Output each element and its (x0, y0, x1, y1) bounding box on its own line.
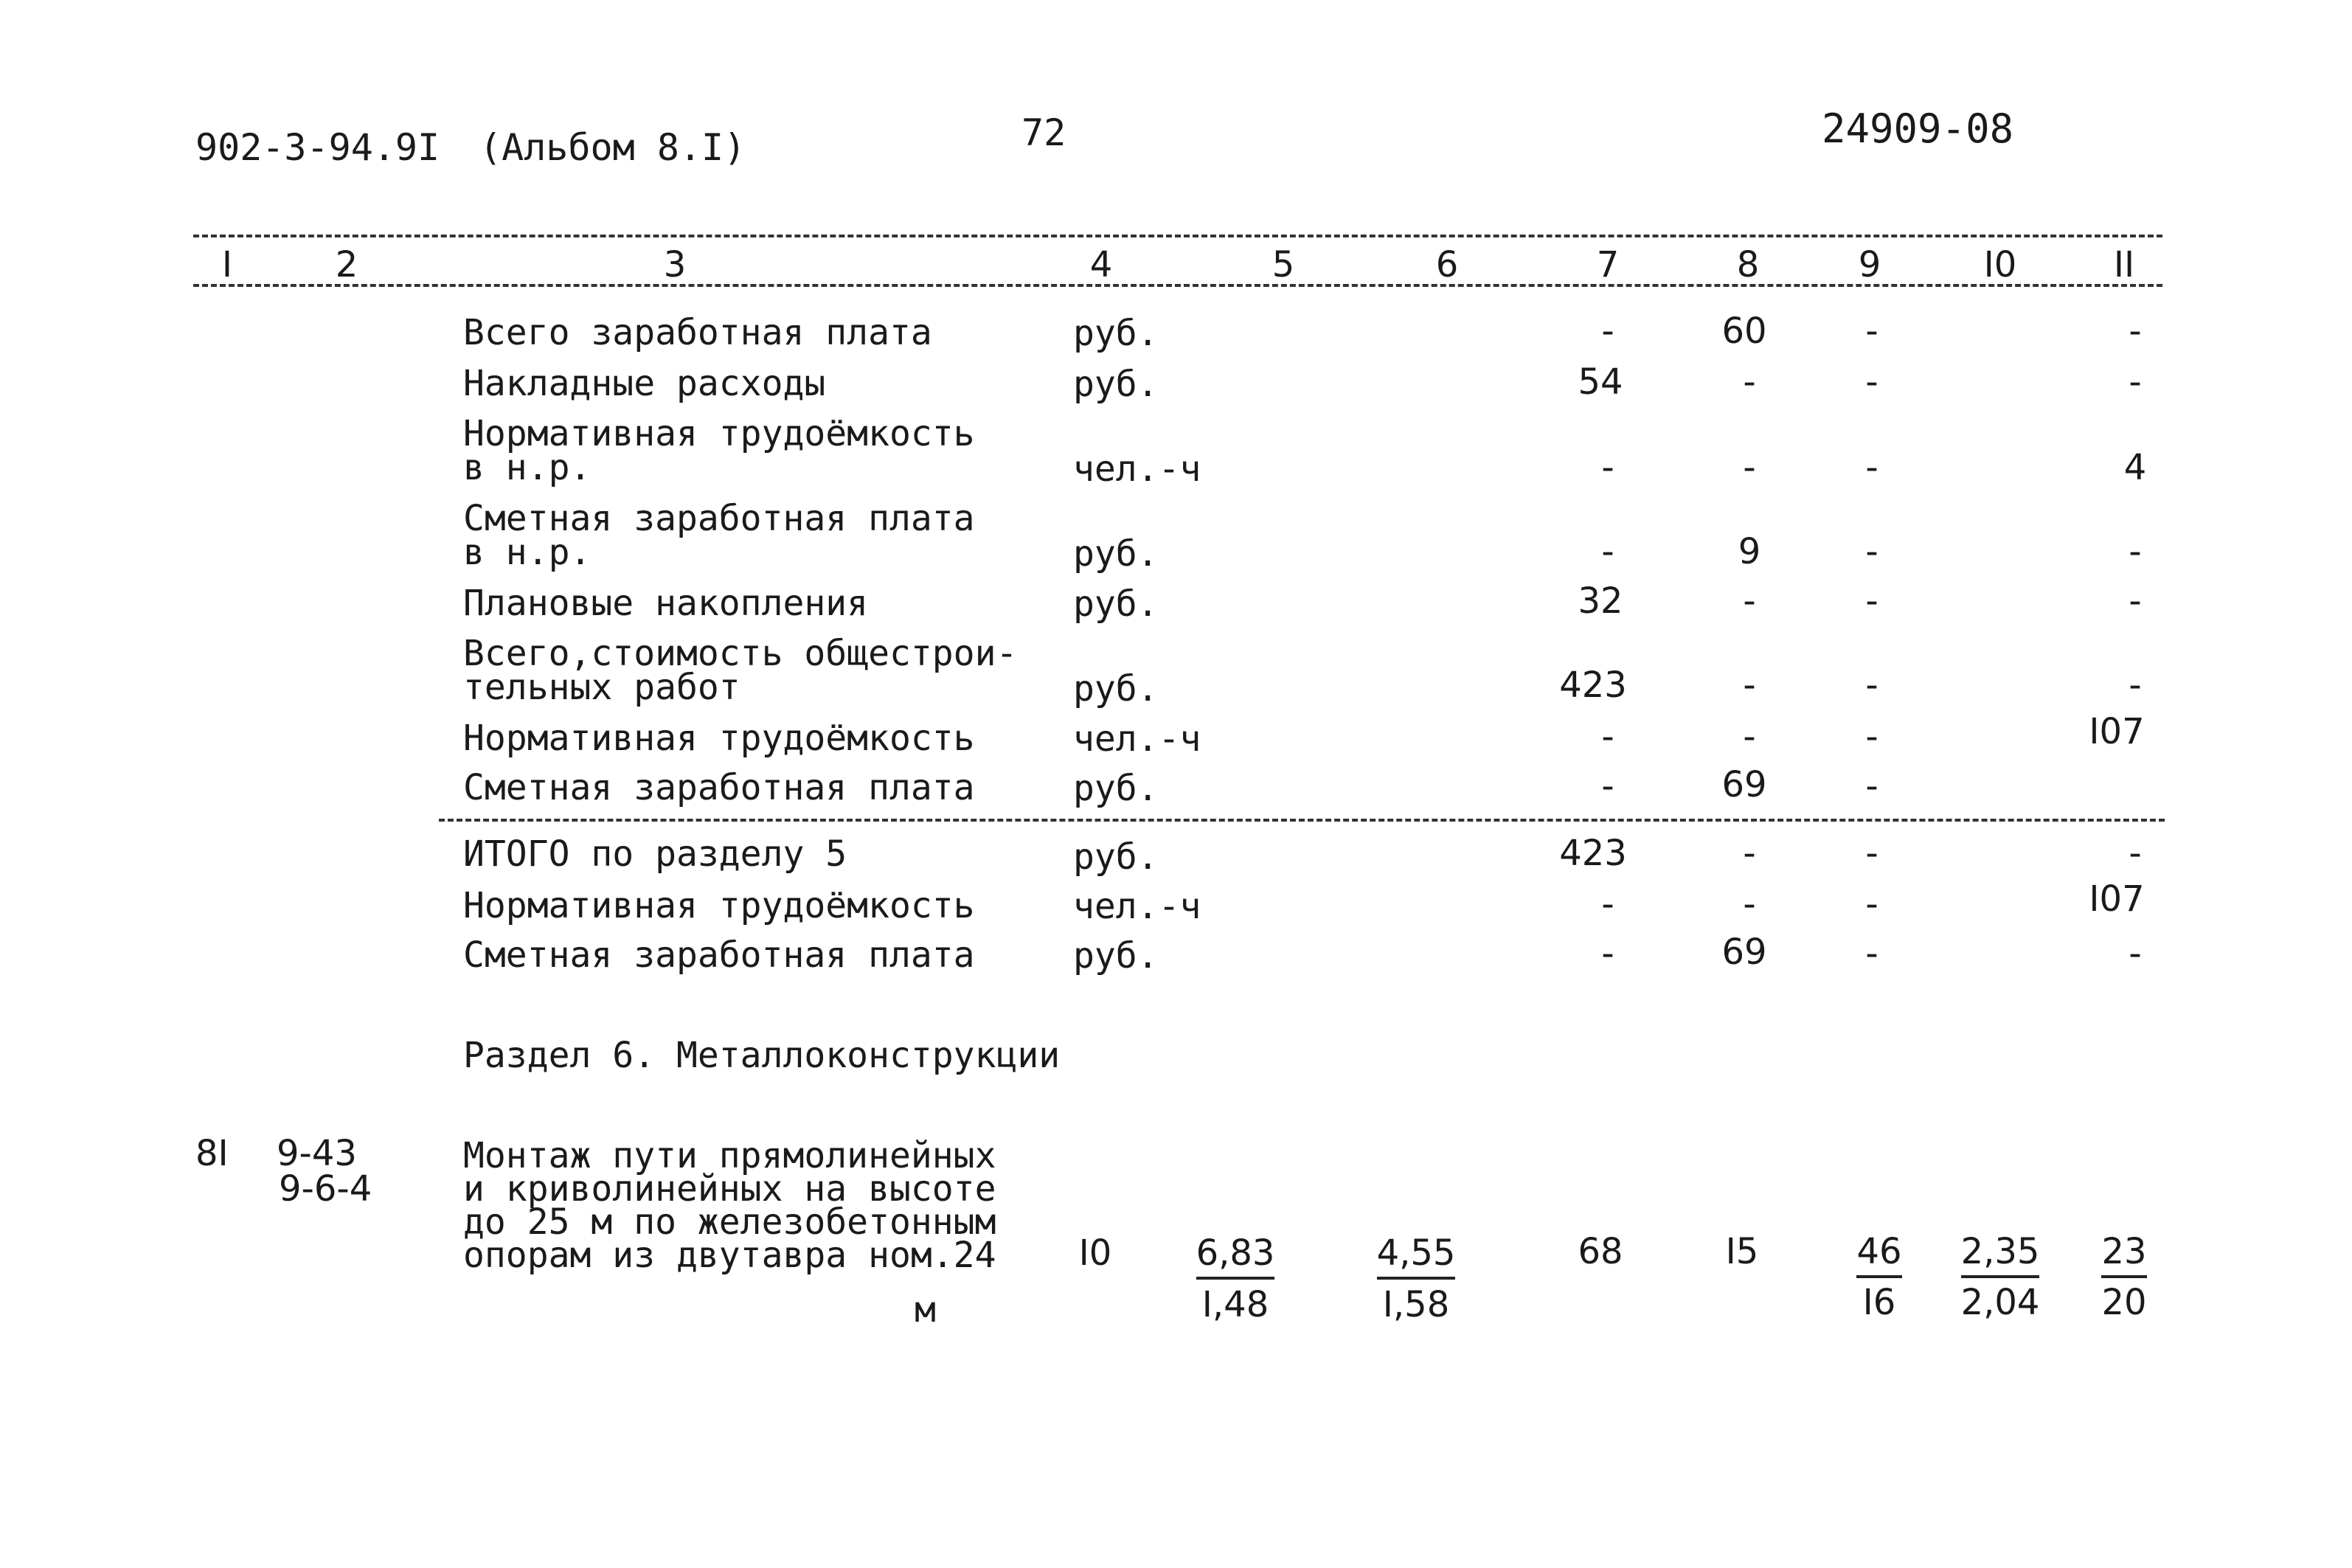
column-number: 6 (1435, 244, 1459, 285)
cell-col7: 423 (1559, 833, 1627, 874)
cell-col5-top (1195, 1232, 1276, 1274)
total-row-label: Сметная заработная плата (463, 934, 975, 976)
column-number: II (2113, 244, 2135, 285)
row-unit: руб. (1073, 533, 1159, 575)
cell-col8: - (1743, 833, 1756, 874)
total-row-unit: чел.-ч (1073, 886, 1201, 927)
total-separator-rule (439, 819, 2165, 822)
column-number: 7 (1596, 244, 1620, 285)
cell-col9-top (1839, 1231, 1920, 1272)
cell-col9: - (1865, 884, 1879, 925)
cell-col11-top (2084, 1231, 2165, 1272)
cell-col11: - (2129, 361, 2142, 403)
row-unit: чел.-ч (1073, 718, 1201, 760)
cell-col4: I0 (1078, 1232, 1112, 1274)
column-number: I0 (1983, 244, 2017, 285)
item-code: 9-43 (277, 1133, 357, 1174)
cell-col11: - (2129, 833, 2142, 874)
row-label: Сметная заработная плата (463, 767, 975, 808)
cell-col7: - (1601, 933, 1614, 974)
cell-col9: - (1865, 933, 1879, 974)
cell-col10-bottom: 2,04 (1960, 1282, 2040, 1323)
cell-col9: - (1865, 311, 1879, 352)
col6-top-value: 4,55 (1377, 1232, 1456, 1280)
cell-col11: - (2129, 311, 2142, 352)
cell-col8: - (1743, 884, 1756, 925)
cell-col7: 68 (1578, 1231, 1623, 1272)
cell-col8: 69 (1721, 932, 1767, 973)
cell-col8: I5 (1725, 1231, 1759, 1272)
total-row-unit: руб. (1073, 935, 1159, 976)
column-number: I (221, 244, 233, 285)
row-label: Нормативная трудоёмкость в н.р. (463, 413, 975, 488)
row-unit: руб. (1073, 364, 1159, 405)
column-number: 9 (1858, 244, 1881, 285)
cell-col11: - (2129, 933, 2142, 974)
cell-col7: 423 (1559, 665, 1627, 706)
row-label: Всего заработная плата (463, 312, 932, 353)
cell-col11: - (2129, 665, 2142, 706)
cell-col9: - (1865, 361, 1879, 403)
cell-col9: - (1865, 665, 1879, 706)
page-number: 72 (1021, 111, 1066, 154)
cell-col7: - (1601, 447, 1614, 488)
total-row-label: ИТОГО по разделу 5 (463, 833, 847, 875)
cell-col5-bottom: I,48 (1201, 1284, 1269, 1325)
item-code: 9-6-4 (279, 1168, 372, 1210)
cell-col9-bottom: I6 (1862, 1282, 1896, 1323)
header-top-rule (193, 235, 2162, 237)
sheet-code: 24909-08 (1822, 105, 2014, 152)
column-number: 4 (1089, 244, 1113, 285)
album-label: (Альбом 8.I) (479, 126, 746, 169)
column-number: 2 (335, 244, 358, 285)
item-number: 8I (195, 1133, 229, 1174)
row-label: Накладные расходы (463, 363, 826, 404)
row-label: Сметная заработная плата в н.р. (463, 498, 975, 573)
cell-col9: - (1865, 766, 1879, 807)
cell-col7: - (1601, 716, 1614, 757)
column-number: 3 (663, 244, 687, 285)
cell-col9: - (1865, 716, 1879, 757)
row-unit: руб. (1073, 583, 1159, 625)
cell-col6-top (1376, 1232, 1457, 1274)
row-unit: чел.-ч (1073, 448, 1201, 490)
row-unit: руб. (1073, 668, 1159, 710)
cell-col11: - (2129, 580, 2142, 622)
col10-top-value: 2,35 (1961, 1231, 2040, 1278)
document-code: 902-3-94.9I (195, 126, 440, 169)
cell-col8: - (1743, 665, 1756, 706)
cell-col7: - (1601, 884, 1614, 925)
cell-col9: - (1865, 833, 1879, 874)
row-label: Плановые накопления (463, 583, 869, 624)
column-number: 8 (1736, 244, 1760, 285)
cell-col7: - (1601, 311, 1614, 352)
section-title: Раздел 6. Металлоконструкции (463, 1035, 1061, 1076)
cell-col7: - (1601, 766, 1614, 807)
cell-col8: 60 (1721, 311, 1767, 352)
row-label: Нормативная трудоёмкость (463, 718, 975, 759)
cell-col9: - (1865, 580, 1879, 622)
cell-col8: - (1743, 716, 1756, 757)
column-number: 5 (1272, 244, 1295, 285)
cell-col11: I07 (2089, 878, 2145, 920)
item-unit: м (915, 1289, 936, 1331)
total-row-unit: руб. (1073, 836, 1159, 878)
total-row-label: Нормативная трудоёмкость (463, 885, 975, 926)
cell-col7: - (1601, 531, 1614, 572)
cell-col8: 69 (1721, 764, 1767, 805)
cell-col10-top (1960, 1231, 2041, 1272)
cell-col8: - (1743, 447, 1756, 488)
cell-col9: - (1865, 447, 1879, 488)
col9-top-value: 46 (1856, 1231, 1901, 1278)
cell-col11-bottom: 20 (2101, 1282, 2147, 1323)
col5-top-value: 6,83 (1196, 1232, 1275, 1280)
cell-col6-bottom: I,58 (1382, 1284, 1450, 1325)
row-label: Всего,стоимость общестрои- тельных работ (463, 633, 1018, 708)
cell-col11: 4 (2123, 447, 2147, 488)
item-description: Монтаж пути прямолинейных и криволинейных на высоте до 25 м по железобетонным опорам из двутавра ном.24 (463, 1135, 996, 1276)
cell-col7: 32 (1578, 580, 1623, 622)
cell-col8: 9 (1738, 531, 1761, 572)
cell-col9: - (1865, 531, 1879, 572)
cell-col11: I07 (2089, 711, 2145, 752)
row-unit: руб. (1073, 313, 1159, 354)
cell-col11: - (2129, 531, 2142, 572)
cell-col8: - (1743, 580, 1756, 622)
cell-col8: - (1743, 361, 1756, 403)
col11-top-value: 23 (2101, 1231, 2146, 1278)
cell-col7: 54 (1578, 361, 1623, 403)
row-unit: руб. (1073, 768, 1159, 809)
